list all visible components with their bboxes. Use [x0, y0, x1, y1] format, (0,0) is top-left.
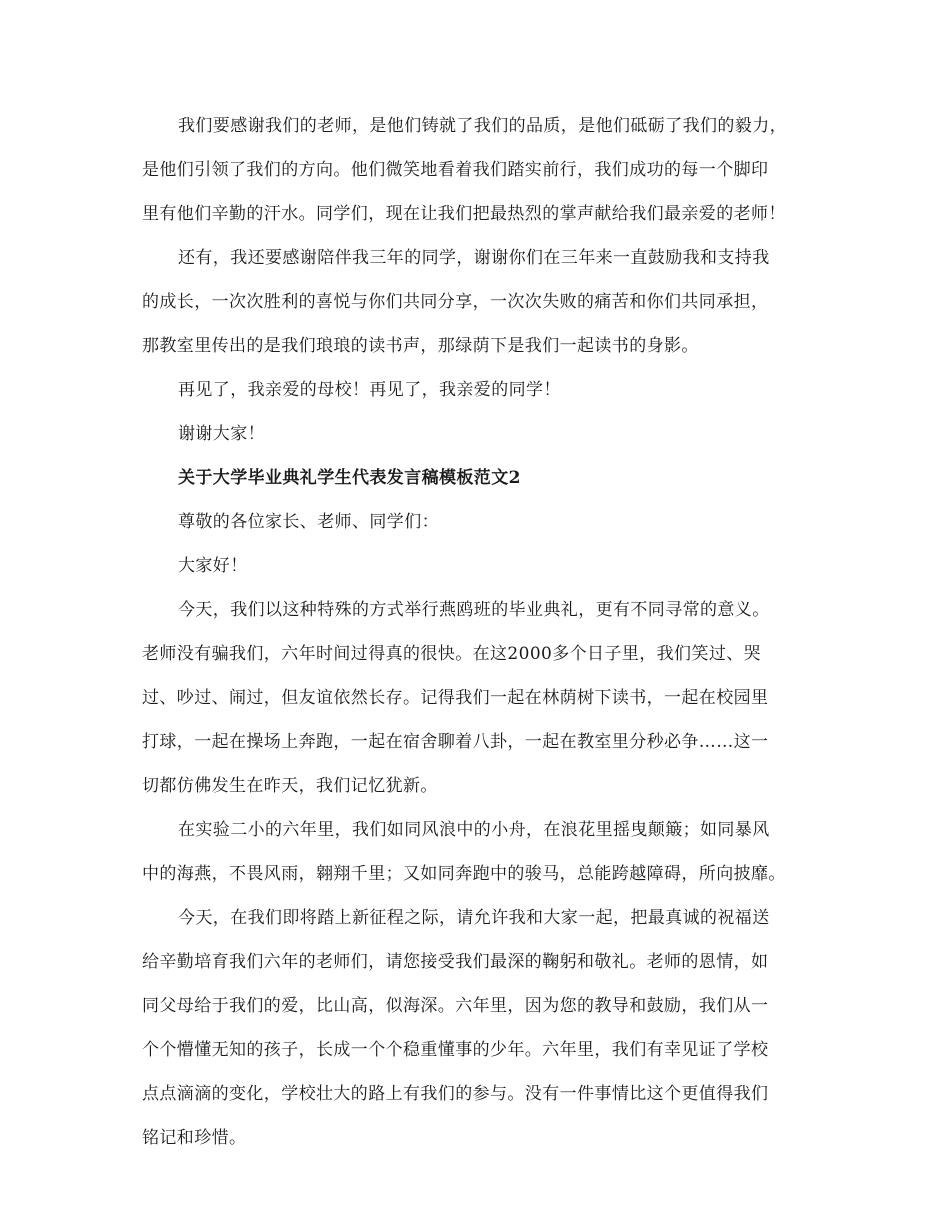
salutation: 尊敬的各位家长、老师、同学们：	[178, 512, 439, 532]
paragraph-line: 里有他们辛勤的汗水。同学们，现在让我们把最热烈的掌声献给我们最亲爱的老师！	[142, 204, 786, 224]
paragraph-line: 还有，我还要感谢陪伴我三年的同学，谢谢你们在三年来一直鼓励我和支持我	[178, 248, 770, 268]
paragraph-line: 铭记和珍惜。	[142, 1128, 247, 1148]
paragraph-line: 那教室里传出的是我们琅琅的读书声，那绿荫下是我们一起读书的身影。	[142, 336, 699, 356]
greeting: 大家好！	[178, 556, 248, 576]
paragraph-line: 老师没有骗我们，六年时间过得真的很快。在这2000多个日子里，我们笑过、哭	[142, 644, 762, 664]
paragraph-line: 再见了，我亲爱的母校！再见了，我亲爱的同学！	[178, 380, 561, 400]
paragraph-line: 的成长，一次次胜利的喜悦与你们共同分享，一次次失败的痛苦和你们共同承担，	[142, 292, 769, 312]
paragraph-line: 打球，一起在操场上奔跑，一起在宿舍聊着八卦，一起在教室里分秒必争……这一	[142, 732, 769, 752]
paragraph-line: 点点滴滴的变化，学校壮大的路上有我们的参与。没有一件事情比这个更值得我们	[142, 1084, 769, 1104]
section-heading: 关于大学毕业典礼学生代表发言稿模板范文2	[178, 468, 521, 488]
paragraph-line: 今天，在我们即将踏上新征程之际，请允许我和大家一起，把最真诚的祝福送	[178, 908, 770, 928]
paragraph-line: 同父母给于我们的爱，比山高，似海深。六年里，因为您的教导和鼓励，我们从一	[142, 996, 769, 1016]
paragraph-line: 是他们引领了我们的方向。他们微笑地看着我们踏实前行，我们成功的每一个脚印	[142, 160, 769, 180]
paragraph-line: 给辛勤培育我们六年的老师们，请您接受我们最深的鞠躬和敬礼。老师的恩情，如	[142, 952, 769, 972]
paragraph-line: 我们要感谢我们的老师，是他们铸就了我们的品质，是他们砥砺了我们的毅力，	[178, 116, 787, 136]
paragraph-line: 过、吵过、闹过，但友谊依然长存。记得我们一起在林荫树下读书，一起在校园里	[142, 688, 769, 708]
paragraph-line: 在实验二小的六年里，我们如同风浪中的小舟，在浪花里摇曳颠簸；如同暴风	[178, 820, 770, 840]
paragraph-line: 切都仿佛发生在昨天，我们记忆犹新。	[142, 776, 438, 796]
paragraph-line: 中的海燕，不畏风雨，翱翔千里；又如同奔跑中的骏马，总能跨越障碍，所向披靡。	[142, 864, 786, 884]
paragraph-line: 个个懵懂无知的孩子，长成一个个稳重懂事的少年。六年里，我们有幸见证了学校	[142, 1040, 769, 1060]
paragraph-line: 今天，我们以这种特殊的方式举行燕鸥班的毕业典礼，更有不同寻常的意义。	[178, 600, 770, 620]
paragraph-line: 谢谢大家！	[178, 424, 265, 444]
